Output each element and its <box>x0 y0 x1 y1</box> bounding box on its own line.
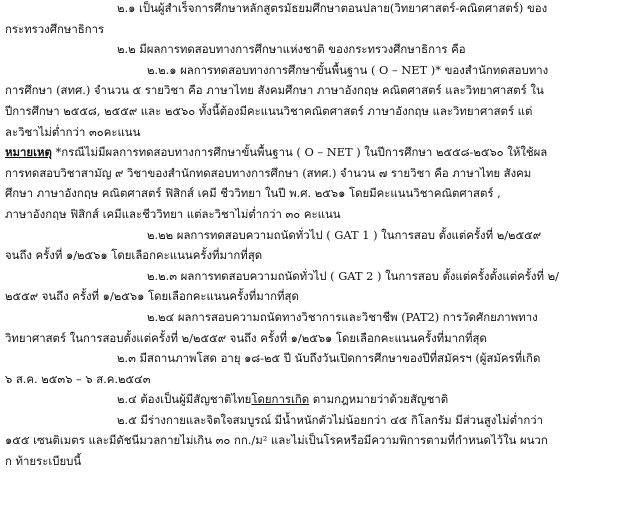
item-2-5-line-3: ก ท้ายระเบียบนี้ <box>5 454 82 469</box>
item-2-2-1-line-4: ละวิชาไม่ต่ำกว่า ๓๐คะแนน <box>5 124 141 139</box>
note-label: หมายเหตุ <box>5 145 52 160</box>
item-2-5-line-2: ๑๕๕ เซนติเมตร และมีดัชนีมวลกายไม่เกิน ๓๐ กก./ม² และไม่เป็นโรคหรือมีความพิการตามที่กำหนดไว้ใน ผนวก <box>5 433 548 448</box>
note-line-1 <box>5 144 617 162</box>
item-2-2-1-line-2: การศึกษา (สทศ.) จำนวน ๕ รายวิชา คือ ภาษาไทย สังคมศึกษา ภาษาอังกฤษ คณิตศาสตร์ และวิทยาศาสตร์ ใน <box>5 83 544 98</box>
note-line-2: การทดสอบวิชาสามัญ ๙ วิชาของสำนักทดสอบทางการศึกษา (สทศ.) จำนวน ๗ รายวิชา คือ ภาษาไทย สังคม <box>5 165 532 180</box>
item-2-4-line <box>5 391 617 409</box>
item-2-4-text-end: ตามกฎหมายว่าด้วยสัญชาติ <box>309 392 449 407</box>
item-2-2-1-line-3: ปีการศึกษา ๒๕๕๘, ๒๕๕๙ และ ๒๕๖๐ ทั้งนี้ต้องมีคะแนนวิชาคณิตศาสตร์ ภาษาอังกฤษ และวิทยาศาสตร์ แต่ <box>5 103 533 118</box>
item-2-1-line-1: ๒.๑ เป็นผู้สำเร็จการศึกษาหลักสูตรมัธยมศึกษาตอนปลาย(วิทยาศาสตร์-คณิตศาสตร์) ของ <box>117 1 548 15</box>
item-2-2-2-line-2: จนถึง ครั้งที่ ๑/๒๕๖๑ โดยเลือกคะแนนครั้งที่มากที่สุด <box>5 248 263 263</box>
item-2-3-line-2: ๖ ส.ค. ๒๕๓๖ – ๖ ส.ค.๒๕๔๓ <box>5 371 151 386</box>
item-2-4-text-start: ๒.๔ ต้องเป็นผู้มีสัญชาติไทย <box>117 392 252 407</box>
note-line-3: ศึกษา ภาษาอังกฤษ คณิตศาสตร์ ฟิสิกส์ เคมี ชีววิทยา ในปี พ.ศ. ๒๕๖๑ โดยมีคะแนนวิชาคณิตศาสตร์ , <box>5 186 501 201</box>
item-2-2-3-line-2: ๒๕๕๙ จนถึง ครั้งที่ ๑/๒๕๖๑ โดยเลือกคะแนนครั้งที่มากที่สุด <box>5 289 299 304</box>
item-2-1-line-2: กระทรวงศึกษาธิการ <box>5 21 105 36</box>
item-2-2-4-line-1: ๒.๒๔ ผลการสอบความถนัดทางวิชาการและวิชาชีพ (PAT2) การวัดศักยภาพทาง <box>147 309 538 324</box>
item-2-2-4-line-2: วิทยาศาสตร์ ในการสอบตั้งแต่ครั้งที่ ๒/๒๕๕๙ จนถึง ครั้งที่ ๑/๒๕๖๑ โดยเลือกคะแนนครั้งที่มากที่สุด <box>5 330 487 345</box>
item-2-3-line-1: ๒.๓ มีสถานภาพโสด อายุ ๑๘-๒๕ ปี นับถึงวันเปิดการศึกษาของปีที่สมัครฯ (ผู้สมัครที่เกิด <box>117 351 541 366</box>
note-line-4: ภาษาอังกฤษ ฟิสิกส์ เคมีและชีววิทยา แต่ละวิชาไม่ต่ำกว่า ๓๐ คะแนน <box>5 206 341 221</box>
item-2-2-2-line-1: ๒.๒๒ ผลการทดสอบความถนัดทั่วไป ( GAT 1 ) ในการสอบ ตั้งแต่ครั้งที่ ๒/๒๕๕๙ <box>147 227 542 242</box>
note-text: *กรณีไม่มีผลการทดสอบทางการศึกษาขั้นพื้นฐาน ( O – NET ) ในปีการศึกษา ๒๕๕๘-๒๕๖๐ ให้ใช้ผล <box>51 145 548 160</box>
item-2-2-heading: ๒.๒ มีผลการทดสอบทางการศึกษาแห่งชาติ ของกระทรวงศึกษาธิการ คือ <box>117 42 466 57</box>
item-2-2-1-line-1: ๒.๒.๑ ผลการทดสอบทางการศึกษาขั้นพื้นฐาน ( O – NET )* ของสำนักทดสอบทาง <box>147 62 549 77</box>
item-2-4-underlined-text: โดยการเกิด <box>251 392 310 407</box>
item-2-2-3-line-1: ๒.๒.๓ ผลการทดสอบความถนัดทั่วไป ( GAT 2 ) ในการสอบ ตั้งแต่ครั้งตั้งแต่ครั้งที่ ๒/ <box>147 268 559 283</box>
item-2-5-line-1: ๒.๕ มีร่างกายและจิตใจสมบูรณ์ มีน้ำหนักตัวไม่น้อยกว่า ๔๕ กิโลกรัม มีส่วนสูงไม่ต่ำกว่า <box>117 412 544 427</box>
